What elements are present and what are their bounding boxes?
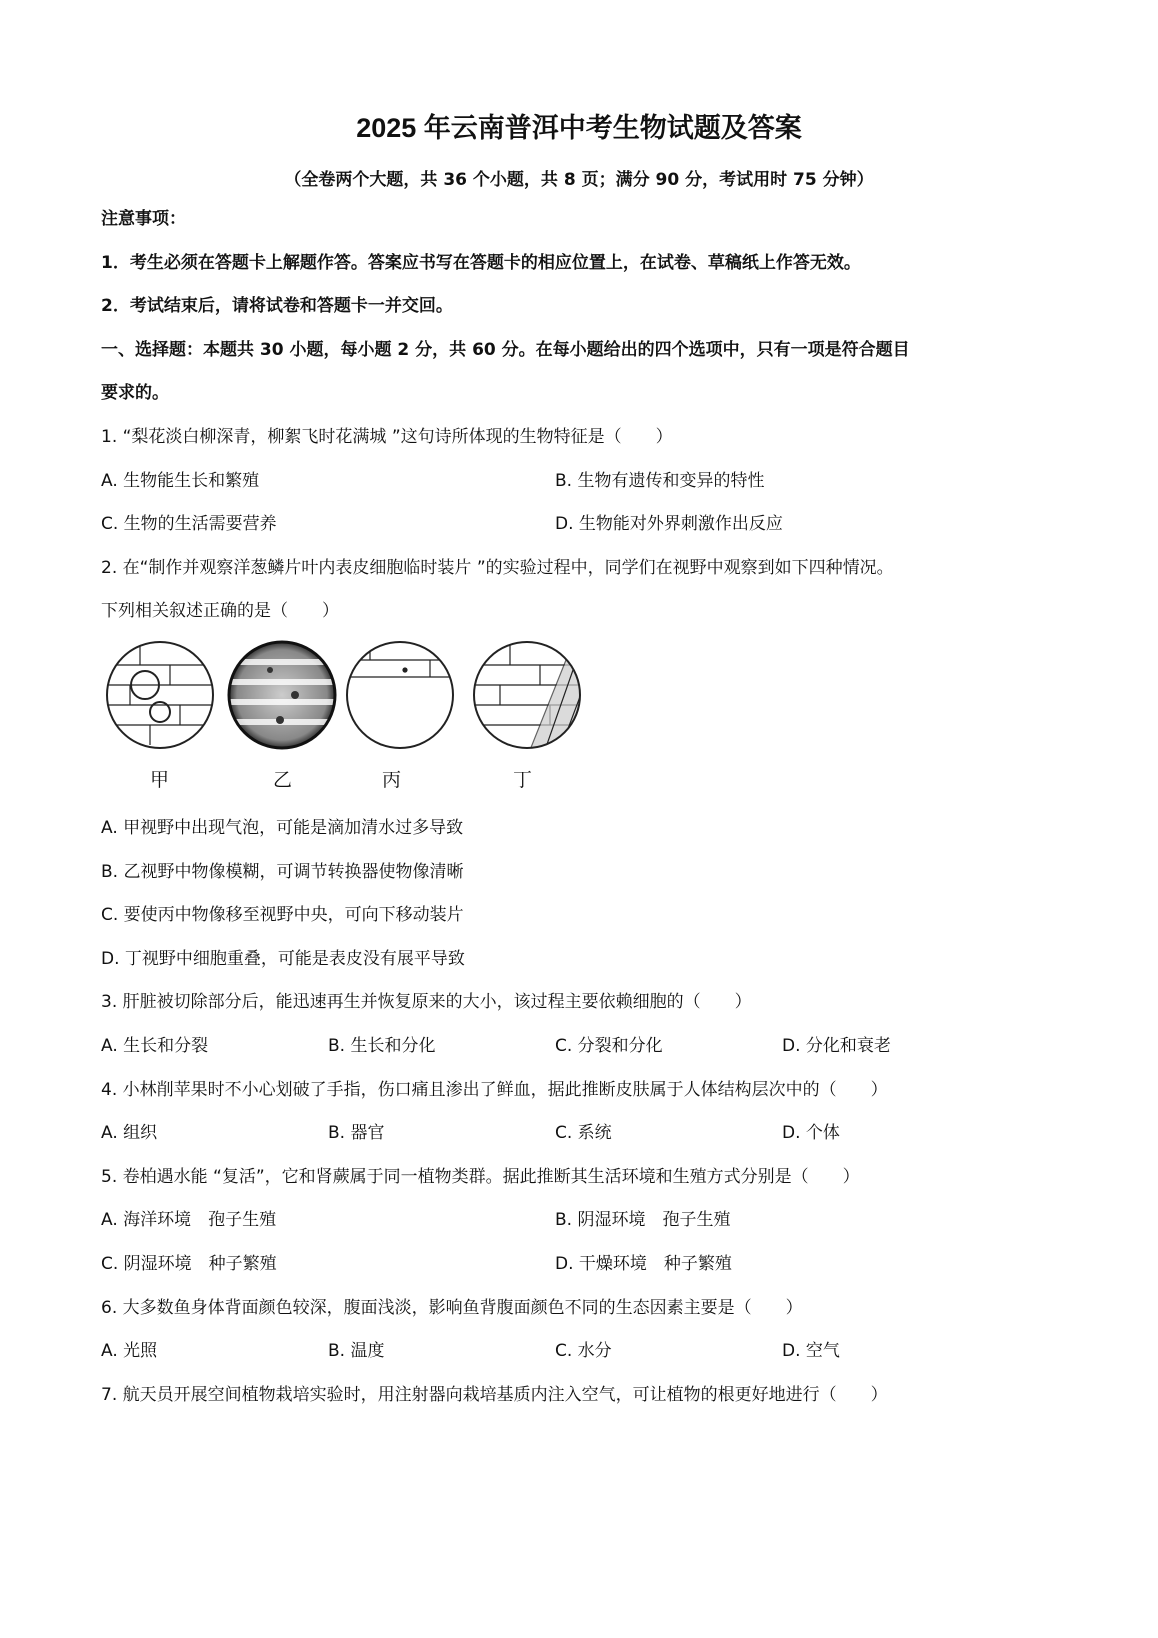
- option: C. 系统: [555, 1123, 612, 1144]
- question-stem: 5. 卷柏遇水能 “复活”，它和肾蕨属于同一植物类群。据此推断其生活环境和生殖方式分别是（ ）: [101, 1166, 860, 1187]
- question-stem: 4. 小林削苹果时不小心划破了手指，伤口痛且渗出了鲜血，据此推断皮肤属于人体结构层次中的（ ）: [101, 1079, 888, 1100]
- options-row: [101, 1243, 1061, 1287]
- option: C. 分裂和分化: [555, 1035, 663, 1056]
- question-stem: 6. 大多数鱼身体背面颜色较深，腹面浅淡，影响鱼背腹面颜色不同的生态因素主要是（ ）: [101, 1297, 803, 1318]
- exam-info: （全卷两个大题，共 36 个小题，共 8 页；满分 90 分，考试用时 75 分钟）: [284, 170, 874, 190]
- option: B. 器官: [328, 1123, 385, 1144]
- option: A. 生长和分裂: [101, 1035, 209, 1056]
- figure-label: 甲: [150, 769, 170, 791]
- notice-heading: 注意事项：: [101, 209, 186, 229]
- option: D. 干燥环境 种子繁殖: [555, 1253, 732, 1274]
- option: C. 生物的生活需要营养: [101, 514, 277, 535]
- option: A. 光照: [101, 1341, 158, 1362]
- notice-item: 1．考生必须在答题卡上解题作答。答案应书写在答题卡的相应位置上，在试卷、草稿纸上作答无效。: [101, 252, 861, 273]
- option: C. 要使丙中物像移至视野中央，可向下移动装片: [101, 905, 464, 926]
- option: A. 生物能生长和繁殖: [101, 470, 260, 491]
- view-ding: [472, 645, 590, 750]
- option: C. 水分: [555, 1341, 612, 1362]
- option: D. 个体: [782, 1123, 840, 1144]
- section-heading: 一、选择题：本题共 30 小题，每小题 2 分，共 60 分。在每小题给出的四个选项中，只有一项是符合题目: [101, 339, 910, 360]
- figure-label: 丙: [382, 769, 402, 791]
- options-row: [101, 1199, 1061, 1243]
- options-row: [101, 1112, 1061, 1156]
- question-stem: 7. 航天员开展空间植物栽培实验时，用注射器向栽培基质内注入空气，可让植物的根更好地进行（ ）: [101, 1384, 888, 1405]
- option: B. 温度: [328, 1341, 385, 1362]
- page-title: 2025 年云南普洱中考生物试题及答案: [356, 113, 802, 143]
- options-row: [101, 1330, 1061, 1374]
- question-stem: 3. 肝脏被切除部分后，能迅速再生并恢复原来的大小，该过程主要依赖细胞的（ ）: [101, 992, 752, 1013]
- figure-label: 丁: [513, 769, 533, 791]
- option: A. 组织: [101, 1123, 158, 1144]
- options-row: [101, 503, 1061, 547]
- option: D. 生物能对外界刺激作出反应: [555, 514, 783, 535]
- section-heading-cont: 要求的。: [101, 383, 169, 404]
- figure-label: 乙: [273, 769, 293, 791]
- microscope-views-figure: [100, 640, 600, 750]
- option: D. 丁视野中细胞重叠，可能是表皮没有展平导致: [101, 948, 465, 969]
- question-stem-cont: 下列相关叙述正确的是（ ）: [101, 601, 339, 622]
- option: A. 海洋环境 孢子生殖: [101, 1210, 277, 1231]
- questions-continued: [101, 807, 1061, 1417]
- question-stem: 1. “梨花淡白柳深青，柳絮飞时花满城 ”这句诗所体现的生物特征是（ ）: [101, 426, 673, 447]
- option: B. 阴湿环境 孢子生殖: [555, 1210, 731, 1231]
- option: B. 生长和分化: [328, 1035, 436, 1056]
- instructions: [101, 198, 1061, 634]
- notice-item: 2．考试结束后，请将试卷和答题卡一并交回。: [101, 296, 453, 317]
- option: D. 空气: [782, 1341, 840, 1362]
- options-row: [101, 460, 1061, 504]
- option: A. 甲视野中出现气泡，可能是滴加清水过多导致: [101, 818, 464, 838]
- option: D. 分化和衰老: [782, 1035, 891, 1056]
- option: B. 乙视野中物像模糊，可调节转换器使物像清晰: [101, 861, 464, 882]
- option: B. 生物有遗传和变异的特性: [555, 470, 765, 491]
- option: C. 阴湿环境 种子繁殖: [101, 1253, 277, 1274]
- question-stem: 2. 在“制作并观察洋葱鳞片叶内表皮细胞临时装片 ”的实验过程中，同学们在视野中观察到如下四种情况。: [101, 557, 894, 578]
- options-row: [101, 1025, 1061, 1069]
